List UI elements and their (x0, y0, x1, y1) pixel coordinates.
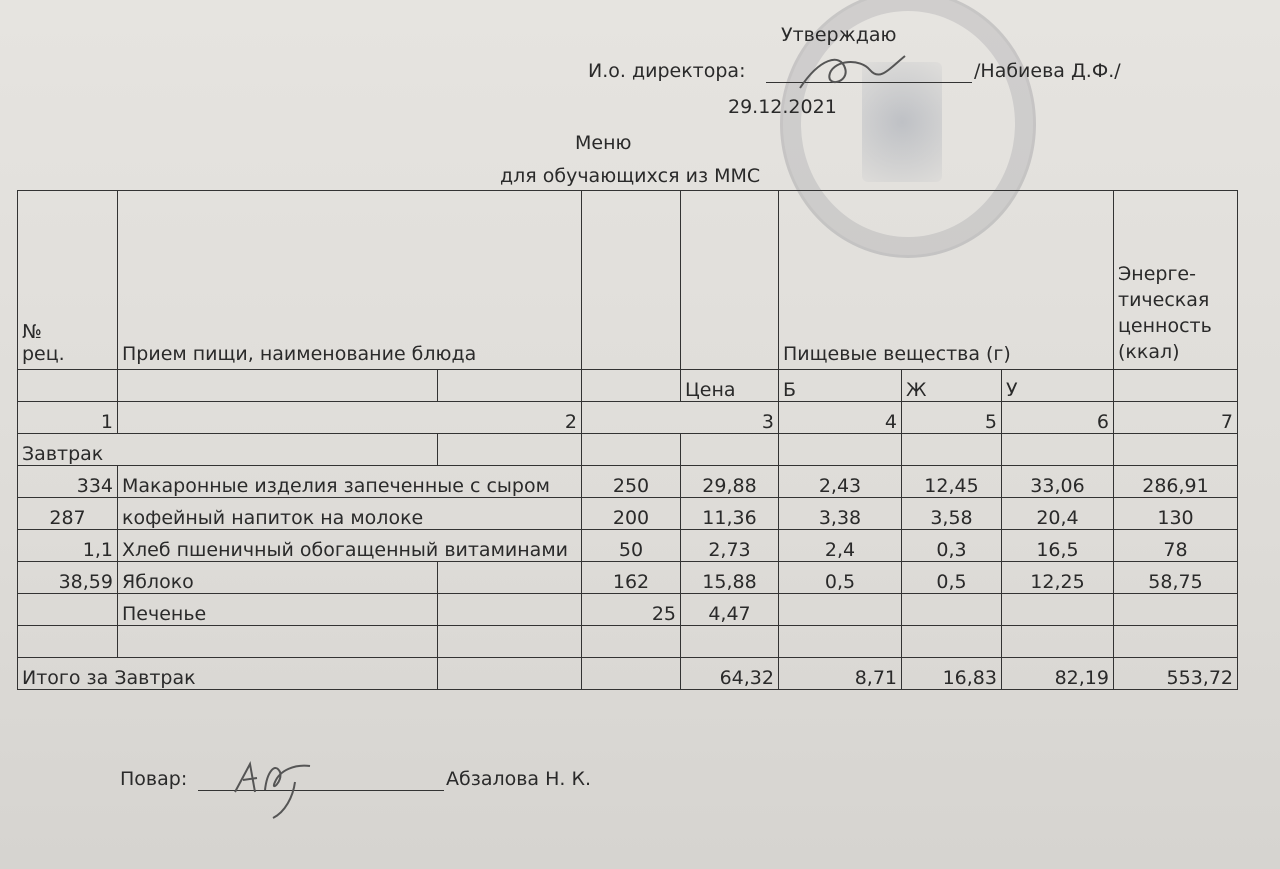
recipe-number: 334 (18, 466, 118, 498)
empty-row (18, 626, 1238, 658)
recipe-number: 1,1 (18, 530, 118, 562)
dish-output: 25 (582, 594, 681, 626)
dish-price: 4,47 (681, 594, 779, 626)
subheader-price: Цена (681, 370, 779, 402)
header-price (681, 191, 779, 370)
dish-output: 50 (582, 530, 681, 562)
dish-carbs: 33,06 (1002, 466, 1114, 498)
column-number-row (18, 402, 1238, 434)
col-number: 1 (18, 402, 118, 434)
dish-fat: 12,45 (902, 466, 1002, 498)
dish-name: Макаронные изделия запеченные с сыром (118, 466, 582, 498)
total-price: 64,32 (681, 658, 779, 690)
dish-protein: 2,43 (779, 466, 902, 498)
table-row (18, 498, 1238, 530)
dish-fat: 0,5 (902, 562, 1002, 594)
dish-fat: 3,58 (902, 498, 1002, 530)
total-protein: 8,71 (779, 658, 902, 690)
dish-carbs: 16,5 (1002, 530, 1114, 562)
subheader-b: Б (779, 370, 902, 402)
dish-name: Печенье (118, 594, 438, 626)
table-row (18, 466, 1238, 498)
dish-fat: 0,3 (902, 530, 1002, 562)
dish-output: 250 (582, 466, 681, 498)
table-row (18, 594, 1238, 626)
dish-price: 15,88 (681, 562, 779, 594)
header-nutrients: Пищевые вещества (г) (779, 191, 1114, 370)
menu-subtitle: для обучающихся из ММС (500, 165, 761, 187)
dish-energy: 58,75 (1114, 562, 1238, 594)
dish-output: 200 (582, 498, 681, 530)
menu-table (17, 190, 1238, 690)
dish-protein: 2,4 (779, 530, 902, 562)
dish-output: 162 (582, 562, 681, 594)
col-number: 6 (1002, 402, 1114, 434)
meal-row (18, 434, 1238, 466)
dish-carbs (1002, 594, 1114, 626)
approval-date: 29.12.2021 (728, 96, 837, 118)
meal-label: Завтрак (18, 434, 438, 466)
total-row (18, 658, 1238, 690)
col-number: 4 (779, 402, 902, 434)
recipe-number: 38,59 (18, 562, 118, 594)
dish-fat (902, 594, 1002, 626)
dish-protein (779, 594, 902, 626)
table-header-row (18, 191, 1238, 370)
menu-title: Меню (575, 132, 632, 154)
total-carbs: 82,19 (1002, 658, 1114, 690)
dish-name: Яблоко (118, 562, 438, 594)
header-energy: Энерге-тическая ценность (ккал) (1114, 191, 1238, 370)
subheader-u: У (1002, 370, 1114, 402)
cook-name: Абзалова Н. К. (446, 768, 592, 790)
header-recipe-number (18, 191, 118, 370)
dish-protein: 0,5 (779, 562, 902, 594)
table-row (18, 562, 1238, 594)
dish-energy (1114, 594, 1238, 626)
header-output (582, 191, 681, 370)
subheader-zh: Ж (902, 370, 1002, 402)
cook-label: Повар: (120, 768, 188, 790)
recipe-number: 287 (18, 498, 118, 530)
table-row (18, 530, 1238, 562)
dish-protein: 3,38 (779, 498, 902, 530)
col-number: 7 (1114, 402, 1238, 434)
dish-price: 2,73 (681, 530, 779, 562)
header-num-symbol: № (22, 321, 42, 343)
approve-label: Утверждаю (781, 24, 897, 46)
dish-name: Хлеб пшеничный обогащенный витаминами (118, 530, 582, 562)
dish-energy: 130 (1114, 498, 1238, 530)
total-energy: 553,72 (1114, 658, 1238, 690)
director-name: /Набиева Д.Ф./ (974, 60, 1121, 82)
table-subheader-row (18, 370, 1238, 402)
col-number: 5 (902, 402, 1002, 434)
dish-energy: 78 (1114, 530, 1238, 562)
col-number: 2 (118, 402, 582, 434)
dish-price: 29,88 (681, 466, 779, 498)
dish-energy: 286,91 (1114, 466, 1238, 498)
dish-carbs: 12,25 (1002, 562, 1114, 594)
director-label: И.о. директора: (588, 60, 746, 82)
col-number: 3 (582, 402, 779, 434)
recipe-number (18, 594, 118, 626)
total-fat: 16,83 (902, 658, 1002, 690)
dish-carbs: 20,4 (1002, 498, 1114, 530)
dish-name: кофейный напиток на молоке (118, 498, 582, 530)
dish-price: 11,36 (681, 498, 779, 530)
header-dish: Прием пищи, наименование блюда (118, 191, 582, 370)
total-label: Итого за Завтрак (18, 658, 438, 690)
header-num-label: рец. (22, 343, 65, 365)
